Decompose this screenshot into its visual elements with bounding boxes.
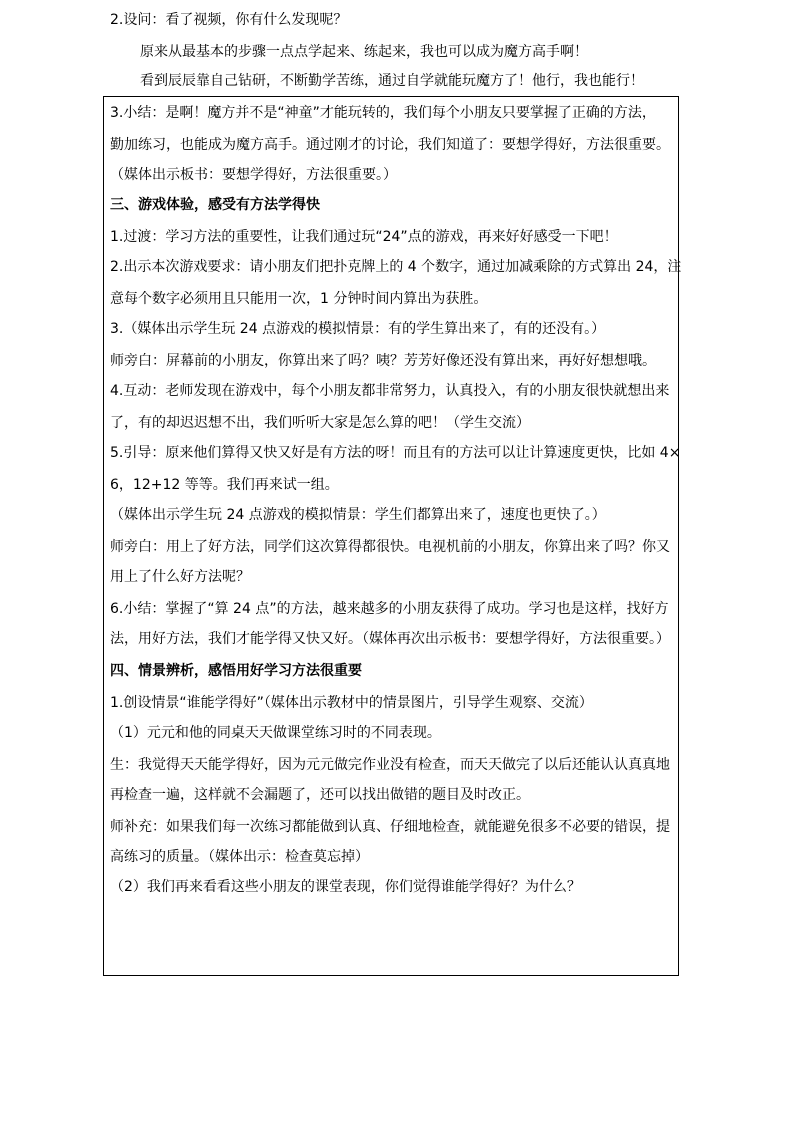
section-heading: 三、游戏体验，感受有方法学得快 [110,197,320,213]
text-line: 师旁白：用上了好方法，同学们这次算得都很快。电视机前的小朋友，你算出来了吗？你又 [110,539,670,555]
text-line: 师补充：如果我们每一次练习都能做到认真、仔细地检查，就能避免很多不必要的错误，提 [110,819,670,835]
text-line: 再检查一遍，这样就不会漏题了，还可以找出做错的题目及时改正。 [110,787,530,803]
text-line: 2.出示本次游戏要求：请小朋友们把扑克牌上的 4 个数字，通过加减乘除的方式算出 24，注 [110,259,682,275]
text-line: （媒体出示学生玩 24 点游戏的模拟情景：学生们都算出来了，速度也更快了。） [110,507,606,523]
text-line: 3.（媒体出示学生玩 24 点游戏的模拟情景：有的学生算出来了，有的还没有。） [110,321,606,337]
text-line: 看到辰辰靠自己钻研，不断勤学苦练，通过自学就能玩魔方了！他行，我也能行！ [140,73,644,89]
text-line: 意每个数字必须用且只能用一次，1 分钟时间内算出为获胜。 [110,291,488,307]
text-line: 法，用好方法，我们才能学得又快又好。（媒体再次出示板书：要想学得好，方法很重要。） [110,631,670,647]
text-line: 用上了什么好方法呢？ [110,569,250,585]
text-line: （2）我们再来看看这些小朋友的课堂表现，你们觉得谁能学得好？为什么？ [110,879,581,895]
content-table-cell [103,12,682,976]
text-line: 2.设问：看了视频，你有什么发现呢？ [110,12,348,28]
text-line: 高练习的质量。（媒体出示：检查莫忘掉） [110,849,369,865]
text-line: 4.互动：老师发现在游戏中，每个小朋友都非常努力，认真投入，有的小朋友很快就想出来 [110,383,670,399]
text-line: 原来从最基本的步骤一点点学起来、练起来，我也可以成为魔方高手啊！ [140,44,588,60]
text-line: （媒体出示板书：要想学得好，方法很重要。） [110,167,397,183]
text-line: 生：我觉得天天能学得好，因为元元做完作业没有检查，而天天做完了以后还能认认真真地 [110,757,670,773]
text-line: 1.创设情景“谁能学得好”（媒体出示教材中的情景图片，引导学生观察、交流） [110,695,593,711]
text-line: （1）元元和他的同桌天天做课堂练习时的不同表现。 [110,725,441,741]
text-line: 了，有的却迟迟想不出，我们听听大家是怎么算的吧！（学生交流） [110,415,530,431]
text-line: 3.小结：是啊！魔方并不是“神童”才能玩转的，我们每个小朋友只要掌握了正确的方法， [110,105,656,121]
text-line: 勤加练习，也能成为魔方高手。通过刚才的讨论，我们知道了：要想学得好，方法很重要。 [110,137,670,153]
text-line: 6，12+12 等等。我们再来试一组。 [110,477,339,493]
text-line: 6.小结：掌握了“算 24 点”的方法，越来越多的小朋友获得了成功。学习也是这样，找好方 [110,601,669,617]
text-line: 师旁白：屏幕前的小朋友，你算出来了吗？咦？芳芳好像还没有算出来，再好好想想哦。 [110,353,656,369]
text-line: 5.引导：原来他们算得又快又好是有方法的呀！而且有的方法可以让计算速度更快，比如 4× [110,445,681,461]
section-heading: 四、情景辨析，感悟用好学习方法很重要 [110,663,362,679]
text-line: 1.过渡：学习方法的重要性，让我们通过玩“24”点的游戏，再来好好感受一下吧！ [110,229,618,245]
